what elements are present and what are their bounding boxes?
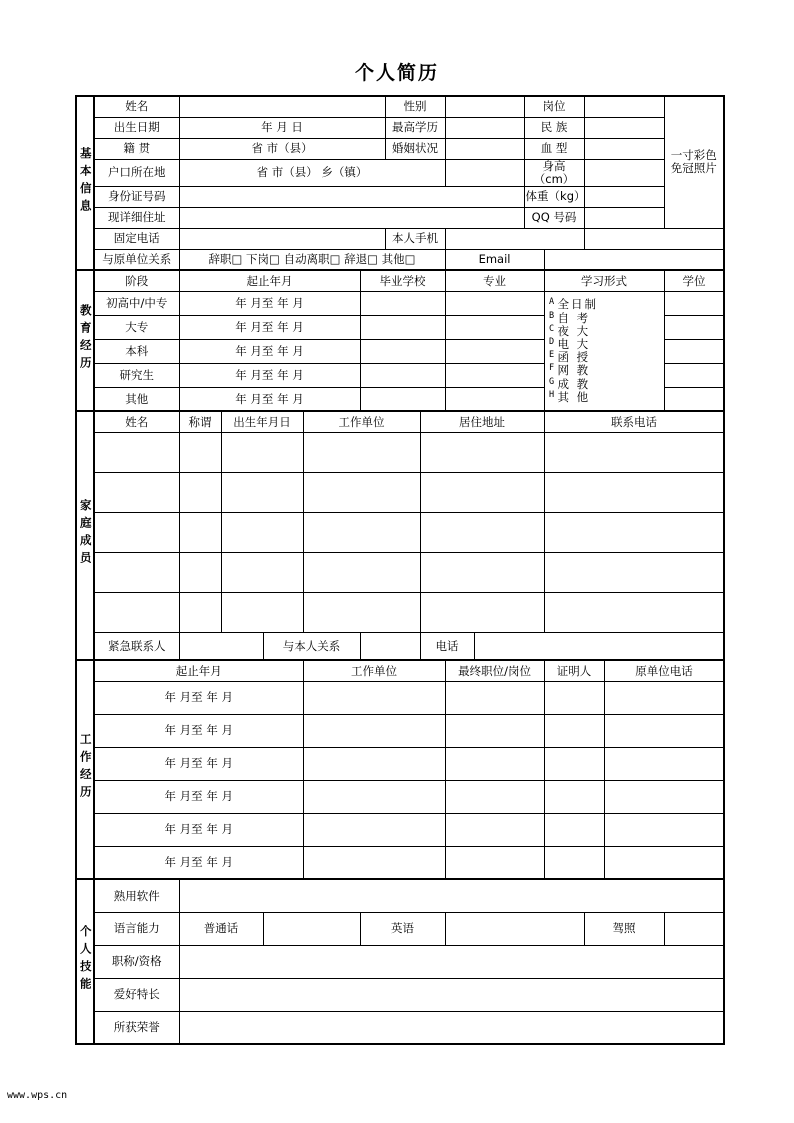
fam-birth-0[interactable] — [221, 432, 303, 472]
label-email: Email — [445, 249, 544, 270]
input-id-number[interactable] — [179, 186, 524, 207]
input-blood-type[interactable] — [584, 138, 664, 159]
input-professional-title[interactable] — [179, 945, 724, 978]
fam-name-0[interactable] — [94, 432, 179, 472]
edu-dates-0[interactable]: 年 月至 年 月 — [179, 291, 360, 315]
input-household[interactable]: 省 市（县） 乡（镇） — [179, 159, 445, 186]
edu-school-0[interactable] — [360, 291, 445, 315]
section-label-family — [76, 411, 94, 660]
input-emergency-contact[interactable] — [179, 632, 263, 660]
label-mandarin: 普通话 — [179, 912, 263, 945]
edu-header-study-form: 学习形式 — [544, 270, 664, 291]
edu-stage-1: 大专 — [94, 315, 179, 339]
work-phone-5[interactable] — [604, 846, 724, 879]
basic-row-name — [76, 96, 724, 117]
fam-address-1[interactable] — [420, 472, 544, 512]
edu-dates-3[interactable]: 年 月至 年 月 — [179, 363, 360, 387]
skills-row-title — [76, 945, 724, 978]
study-form-option: G 成 教 — [548, 376, 591, 391]
fam-employer-3[interactable] — [303, 552, 420, 592]
fam-header-birth: 出生年月日 — [221, 411, 303, 432]
fam-header-name: 姓名 — [94, 411, 179, 432]
work-dates-5[interactable]: 年 月至 年 月 — [94, 846, 303, 879]
section-label-basic — [76, 96, 94, 270]
fam-employer-2[interactable] — [303, 512, 420, 552]
edu-school-2[interactable] — [360, 339, 445, 363]
edu-school-3[interactable] — [360, 363, 445, 387]
label-emergency-relation: 与本人关系 — [263, 632, 360, 660]
family-header-row — [76, 411, 724, 432]
work-row — [76, 681, 724, 714]
input-ethnicity[interactable] — [584, 117, 664, 138]
work-position-0[interactable] — [445, 681, 544, 714]
input-driver-license[interactable] — [664, 912, 724, 945]
input-height[interactable] — [584, 159, 664, 186]
fam-header-employer: 工作单位 — [303, 411, 420, 432]
work-header-phone: 原单位电话 — [604, 660, 724, 681]
photo-note-line2: 免冠照片 — [670, 161, 717, 176]
label-emergency-phone: 电话 — [420, 632, 474, 660]
work-referee-2[interactable] — [544, 747, 604, 780]
basic-row-id — [76, 186, 724, 207]
work-referee-5[interactable] — [544, 846, 604, 879]
label-english: 英语 — [360, 912, 445, 945]
fam-phone-4[interactable] — [544, 592, 724, 632]
edu-major-2[interactable] — [445, 339, 544, 363]
work-row — [76, 780, 724, 813]
work-row — [76, 747, 724, 780]
label-qq: QQ 号码 — [524, 207, 584, 228]
work-position-5[interactable] — [445, 846, 544, 879]
study-form-option: B 自 考 — [548, 310, 591, 325]
edu-header-stage: 阶段 — [94, 270, 179, 291]
input-honors[interactable] — [179, 1011, 724, 1044]
work-position-3[interactable] — [445, 780, 544, 813]
fam-relation-0[interactable] — [179, 432, 221, 472]
edu-dates-1[interactable]: 年 月至 年 月 — [179, 315, 360, 339]
input-landline[interactable] — [179, 228, 385, 249]
input-current-address[interactable] — [179, 207, 524, 228]
work-referee-1[interactable] — [544, 714, 604, 747]
fam-name-1[interactable] — [94, 472, 179, 512]
edu-degree-2[interactable] — [664, 339, 724, 363]
fam-address-2[interactable] — [420, 512, 544, 552]
label-language-ability: 语言能力 — [94, 912, 179, 945]
family-row — [76, 432, 724, 472]
basic-row-native — [76, 138, 724, 159]
work-dates-0[interactable]: 年 月至 年 月 — [94, 681, 303, 714]
work-header-row — [76, 660, 724, 681]
fam-address-3[interactable] — [420, 552, 544, 592]
family-row — [76, 472, 724, 512]
input-gender[interactable] — [445, 96, 524, 117]
study-form-option: C 夜 大 — [548, 323, 591, 338]
label-household: 户口所在地 — [94, 159, 179, 186]
fam-name-2[interactable] — [94, 512, 179, 552]
study-form-option: D 电 大 — [548, 336, 591, 351]
input-weight[interactable] — [584, 186, 664, 207]
work-position-4[interactable] — [445, 813, 544, 846]
input-highest-education[interactable] — [445, 117, 524, 138]
work-dates-2[interactable]: 年 月至 年 月 — [94, 747, 303, 780]
page-title: 个人简历 — [354, 62, 439, 84]
fam-birth-1[interactable] — [221, 472, 303, 512]
work-header-dates: 起止年月 — [94, 660, 303, 681]
work-phone-1[interactable] — [604, 714, 724, 747]
edu-degree-1[interactable] — [664, 315, 724, 339]
basic-filler-cell — [584, 228, 724, 249]
work-employer-5[interactable] — [303, 846, 445, 879]
work-header-referee: 证明人 — [544, 660, 604, 681]
label-gender: 性别 — [385, 96, 445, 117]
family-row — [76, 592, 724, 632]
fam-employer-4[interactable] — [303, 592, 420, 632]
label-ethnicity: 民 族 — [524, 117, 584, 138]
input-emergency-relation[interactable] — [360, 632, 420, 660]
edu-header-major: 专业 — [445, 270, 544, 291]
work-position-2[interactable] — [445, 747, 544, 780]
label-position: 岗位 — [524, 96, 584, 117]
work-phone-4[interactable] — [604, 813, 724, 846]
edu-school-1[interactable] — [360, 315, 445, 339]
input-mandarin[interactable] — [263, 912, 360, 945]
work-dates-4[interactable]: 年 月至 年 月 — [94, 813, 303, 846]
fam-relation-3[interactable] — [179, 552, 221, 592]
edu-row-0 — [76, 291, 724, 315]
basic-row-address — [76, 207, 724, 228]
edu-major-0[interactable] — [445, 291, 544, 315]
fam-phone-1[interactable] — [544, 472, 724, 512]
section-label-work-text: 工作经历 — [78, 733, 93, 804]
work-dates-1[interactable]: 年 月至 年 月 — [94, 714, 303, 747]
options-former-relation[interactable]: 辞职□ 下岗□ 自动离职□ 辞退□ 其他□ — [179, 249, 445, 270]
input-english[interactable] — [445, 912, 584, 945]
label-blood-type: 血 型 — [524, 138, 584, 159]
work-employer-0[interactable] — [303, 681, 445, 714]
edu-header-school: 毕业学校 — [360, 270, 445, 291]
work-phone-3[interactable] — [604, 780, 724, 813]
education-header-row — [76, 270, 724, 291]
input-household-extra[interactable] — [445, 159, 524, 186]
work-row — [76, 714, 724, 747]
input-emergency-phone[interactable] — [474, 632, 724, 660]
section-label-family-text: 家庭成员 — [78, 499, 93, 570]
edu-header-degree: 学位 — [664, 270, 724, 291]
fam-phone-2[interactable] — [544, 512, 724, 552]
label-landline: 固定电话 — [94, 228, 179, 249]
study-form-option: A 全日制 — [548, 297, 599, 312]
input-marital-status[interactable] — [445, 138, 524, 159]
section-label-education — [76, 270, 94, 411]
fam-birth-4[interactable] — [221, 592, 303, 632]
work-referee-4[interactable] — [544, 813, 604, 846]
label-birth-date: 出生日期 — [94, 117, 179, 138]
work-referee-3[interactable] — [544, 780, 604, 813]
work-row — [76, 813, 724, 846]
input-email[interactable] — [544, 249, 724, 270]
edu-stage-3: 研究生 — [94, 363, 179, 387]
study-form-option: F 网 教 — [548, 363, 591, 378]
family-row — [76, 552, 724, 592]
work-referee-0[interactable] — [544, 681, 604, 714]
work-dates-3[interactable]: 年 月至 年 月 — [94, 780, 303, 813]
work-row — [76, 846, 724, 879]
work-employer-4[interactable] — [303, 813, 445, 846]
input-position[interactable] — [584, 96, 664, 117]
label-id-number: 身份证号码 — [94, 186, 179, 207]
skills-row-software — [76, 879, 724, 912]
fam-relation-4[interactable] — [179, 592, 221, 632]
input-hobbies[interactable] — [179, 978, 724, 1011]
input-mobile[interactable] — [445, 228, 584, 249]
basic-row-birth — [76, 117, 724, 138]
edu-dates-2[interactable]: 年 月至 年 月 — [179, 339, 360, 363]
section-label-skills — [76, 879, 94, 1044]
work-employer-3[interactable] — [303, 780, 445, 813]
work-phone-0[interactable] — [604, 681, 724, 714]
section-label-education-text: 教育经历 — [78, 304, 93, 375]
edu-major-3[interactable] — [445, 363, 544, 387]
label-current-address: 现详细住址 — [94, 207, 179, 228]
edu-study-forms-list[interactable] — [544, 291, 664, 411]
work-employer-2[interactable] — [303, 747, 445, 780]
photo-note-line1: 一寸彩色 — [670, 148, 717, 163]
skills-row-honors — [76, 1011, 724, 1044]
edu-dates-4[interactable]: 年 月至 年 月 — [179, 387, 360, 411]
label-marital-status: 婚姻状况 — [385, 138, 445, 159]
fam-header-relation: 称谓 — [179, 411, 221, 432]
label-height: 身高（cm） — [524, 159, 584, 186]
fam-birth-2[interactable] — [221, 512, 303, 552]
work-phone-2[interactable] — [604, 747, 724, 780]
input-native-place[interactable]: 省 市（县） — [179, 138, 385, 159]
label-driver-license: 驾照 — [584, 912, 664, 945]
input-qq[interactable] — [584, 207, 664, 228]
work-header-employer: 工作单位 — [303, 660, 445, 681]
basic-row-household — [76, 159, 724, 186]
photo-placeholder[interactable] — [664, 96, 724, 228]
edu-degree-0[interactable] — [664, 291, 724, 315]
label-software: 熟用软件 — [94, 879, 179, 912]
label-mobile: 本人手机 — [385, 228, 445, 249]
fam-name-3[interactable] — [94, 552, 179, 592]
family-row — [76, 512, 724, 552]
skills-row-hobbies — [76, 978, 724, 1011]
work-header-position: 最终职位/岗位 — [445, 660, 544, 681]
edu-header-dates: 起止年月 — [179, 270, 360, 291]
work-position-1[interactable] — [445, 714, 544, 747]
fam-employer-0[interactable] — [303, 432, 420, 472]
emergency-contact-row — [76, 632, 724, 660]
basic-row-former-relation — [76, 249, 724, 270]
study-form-option: H 其 他 — [548, 389, 591, 404]
section-label-skills-text: 个人技能 — [78, 925, 93, 996]
fam-birth-3[interactable] — [221, 552, 303, 592]
label-emergency-contact: 紧急联系人 — [94, 632, 179, 660]
fam-address-4[interactable] — [420, 592, 544, 632]
label-highest-education: 最高学历 — [385, 117, 445, 138]
edu-stage-2: 本科 — [94, 339, 179, 363]
basic-row-phone — [76, 228, 724, 249]
fam-employer-1[interactable] — [303, 472, 420, 512]
edu-major-4[interactable] — [445, 387, 544, 411]
label-honors: 所获荣誉 — [94, 1011, 179, 1044]
fam-name-4[interactable] — [94, 592, 179, 632]
edu-stage-4: 其他 — [94, 387, 179, 411]
label-professional-title: 职称/资格 — [94, 945, 179, 978]
input-name[interactable] — [179, 96, 385, 117]
section-label-basic-text: 基本信息 — [78, 146, 93, 217]
section-label-work — [76, 660, 94, 879]
fam-header-address: 居住地址 — [420, 411, 544, 432]
study-form-option: E 函 授 — [548, 350, 591, 365]
fam-phone-0[interactable] — [544, 432, 724, 472]
edu-school-4[interactable] — [360, 387, 445, 411]
edu-major-1[interactable] — [445, 315, 544, 339]
label-weight: 体重（kg） — [524, 186, 584, 207]
edu-degree-3[interactable] — [664, 363, 724, 387]
fam-relation-2[interactable] — [179, 512, 221, 552]
work-employer-1[interactable] — [303, 714, 445, 747]
fam-phone-3[interactable] — [544, 552, 724, 592]
watermark: www.wps.cn — [7, 1090, 68, 1101]
label-native-place: 籍 贯 — [94, 138, 179, 159]
label-name: 姓名 — [94, 96, 179, 117]
input-birth-date[interactable]: 年 月 日 — [179, 117, 385, 138]
fam-address-0[interactable] — [420, 432, 544, 472]
fam-header-phone: 联系电话 — [544, 411, 724, 432]
input-software[interactable] — [179, 879, 724, 912]
label-hobbies: 爱好特长 — [94, 978, 179, 1011]
edu-degree-4[interactable] — [664, 387, 724, 411]
label-former-relation: 与原单位关系 — [94, 249, 179, 270]
resume-form-table — [75, 95, 725, 1045]
fam-relation-1[interactable] — [179, 472, 221, 512]
skills-row-language — [76, 912, 724, 945]
edu-stage-0: 初高中/中专 — [94, 291, 179, 315]
